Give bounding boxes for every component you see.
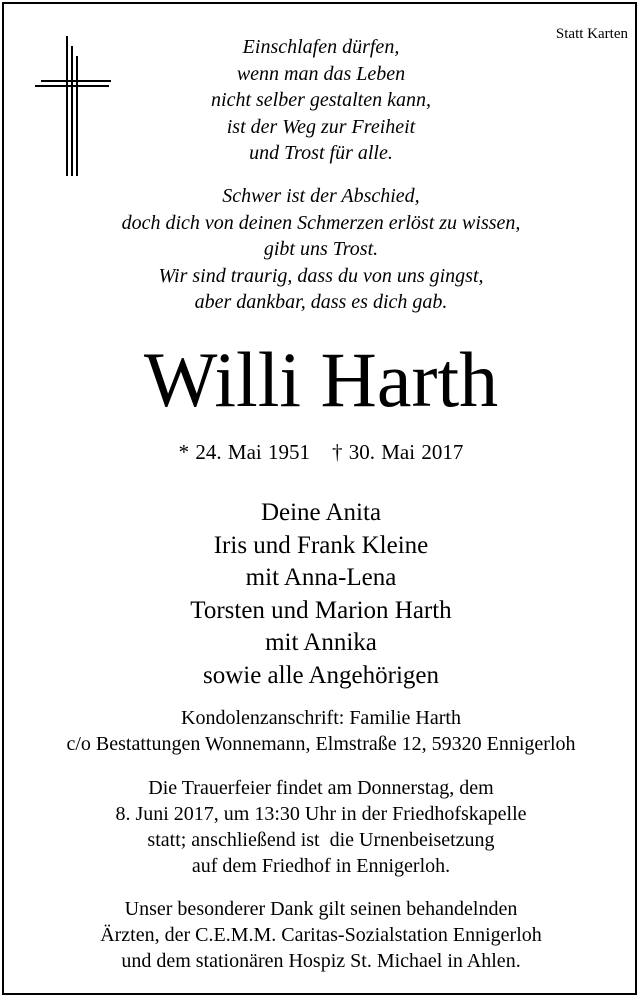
- mourner-line: sowie alle Angehörigen: [202, 661, 440, 689]
- thanks-line: Ärzten, der C.E.M.M. Caritas-Sozialstation Ennigerloh: [100, 924, 542, 946]
- mourners-list: [0, 497, 642, 692]
- life-dates: [0, 438, 642, 466]
- thanks-line: Unser besonderer Dank gilt seinen behandelnden: [124, 898, 518, 920]
- birth-date: * 24. Mai 1951: [178, 440, 310, 464]
- funeral-line: statt; anschließend ist die Urnenbeisetzung: [147, 829, 495, 851]
- poem-line: wenn man das Leben: [236, 62, 406, 85]
- poem-line: doch dich von deinen Schmerzen erlöst zu wissen,: [121, 211, 521, 234]
- funeral-line: 8. Juni 2017, um 13:30 Uhr in der Friedhofskapelle: [115, 803, 527, 825]
- condolence-address: [0, 705, 642, 757]
- mourner-line: Iris und Frank Kleine: [213, 531, 429, 559]
- mourner-line: Torsten und Marion Harth: [190, 596, 452, 624]
- thanks-note: [0, 896, 642, 974]
- thanks-line: und dem stationären Hospiz St. Michael in Ahlen.: [121, 950, 521, 972]
- condolence-line: c/o Bestattungen Wonnemann, Elmstraße 12, 59320 Ennigerloh: [66, 733, 576, 755]
- death-date: † 30. Mai 2017: [332, 440, 464, 464]
- mourner-line: mit Anna-Lena: [245, 564, 397, 591]
- mourner-line: mit Annika: [265, 629, 377, 656]
- condolence-line: Kondolenzanschrift: Familie Harth: [181, 707, 461, 729]
- poem-second-stanza: [0, 183, 642, 316]
- funeral-line: Die Trauerfeier findet am Donnerstag, dem: [148, 777, 494, 799]
- poem-line: Schwer ist der Abschied,: [222, 185, 420, 207]
- deceased-name: Willi Harth: [143, 336, 499, 423]
- poem-line: ist der Weg zur Freiheit: [226, 115, 416, 138]
- statt-karten-label: Statt Karten: [555, 26, 628, 42]
- mourner-line: Deine Anita: [260, 499, 382, 526]
- poem-line: nicht selber gestalten kann,: [211, 89, 431, 111]
- funeral-line: auf dem Friedhof in Ennigerloh.: [191, 855, 451, 877]
- poem-line: Wir sind traurig, dass du von uns gingst,: [158, 264, 484, 287]
- poem-line: gibt uns Trost.: [263, 238, 379, 260]
- poem-line: Einschlafen dürfen,: [242, 36, 400, 58]
- funeral-info: [0, 775, 642, 879]
- poem-first-stanza: [0, 34, 642, 167]
- poem-line: und Trost für alle.: [249, 142, 393, 164]
- poem-line: aber dankbar, dass es dich gab.: [194, 291, 448, 313]
